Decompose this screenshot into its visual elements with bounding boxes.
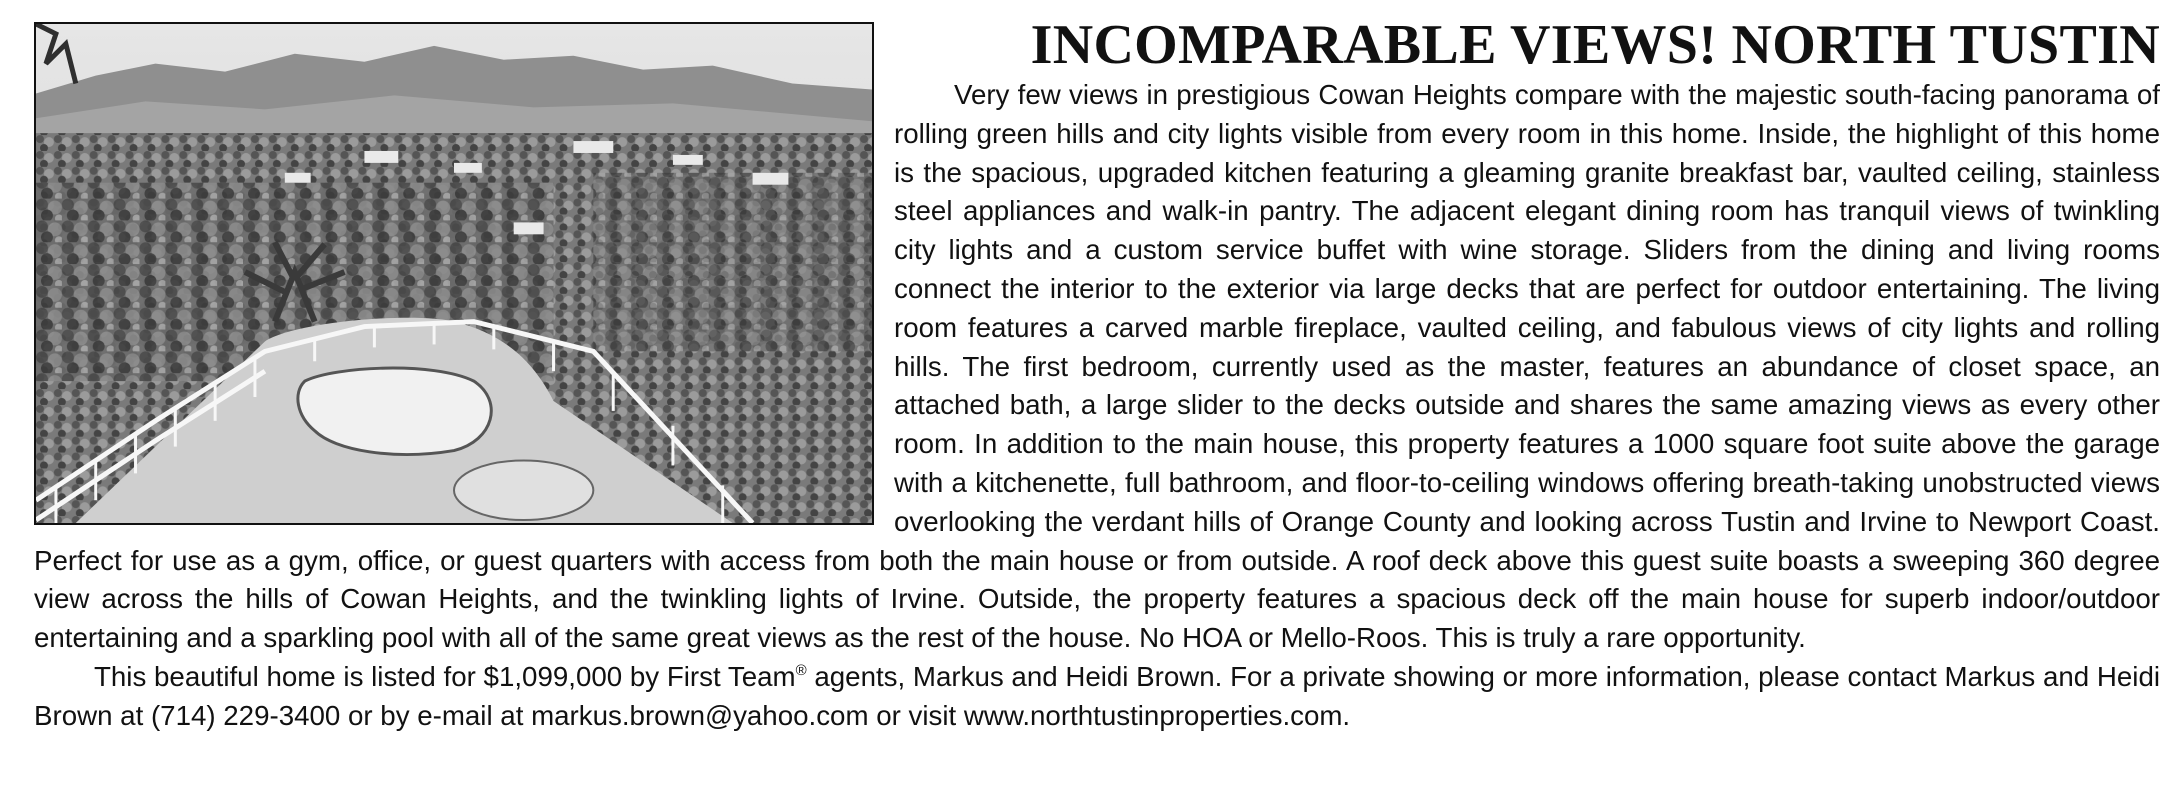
listing-advertisement [34,16,2160,736]
description-paragraph: Very few views in prestigious Cowan Heights compare with the majestic south-facing panorama of rolling green hills and city lights visible from every room in this home. Inside, the highlight of this home is the spacious, upgraded kitchen featuring a gleaming granite breakfast bar, vaulted ceiling, stainless steel appliances and walk-in pantry. The adjacent elegant dining room has tranquil views of twinkling city lights and a custom service buffet with wine storage. Sliders from the dining and living rooms connect the interior to the exterior via large decks that are perfect for outdoor entertaining. The living room features a carved marble fireplace, vaulted ceiling, and fabulous views of city lights and rolling hills. The first bedroom, currently used as the master, features an abundance of closet space, an attached bath, a large slider to the decks outside and shares the same amazing views as every other room. In addition to the main house, this property features a 1000 square foot suite above the garage with a kitchenette, full bathroom, and floor-to-ceiling windows offering breath-taking unobstructed views overlooking the verdant hills of Orange County and looking across Tustin and Irvine to Newport Coast. Perfect for use as a gym, office, or guest quarters with access from both the main house or from outside. A roof deck above this guest suite boasts a sweeping 360 degree view across the hills of Cowan Heights, and the twinkling lights of Irvine. Outside, the property features a spacious deck off the main house for superb indoor/outdoor entertaining and a sparkling pool with all of the same great views as the rest of the house. No HOA or Mello-Roos. This is truly a rare opportunity. [34,79,2160,654]
headline: INCOMPARABLE VIEWS! NORTH TUSTIN [1030,14,2160,76]
contact-paragraph [34,658,2160,736]
listing-price-text: This beautiful home is listed for $1,099,000 by First Team [94,660,796,692]
registered-trademark: ® [795,661,807,679]
property-photo [34,22,874,525]
aerial-hillside-view-photo-icon [36,24,872,523]
contact-details-text: agents, Markus and Heidi Brown. For a private showing or more information, please contact Markus and Heidi Brown at (714) 229-3400 or by e-mail at markus.brown@yahoo.com or visit www.northtustinproperties.com. [34,660,2160,731]
